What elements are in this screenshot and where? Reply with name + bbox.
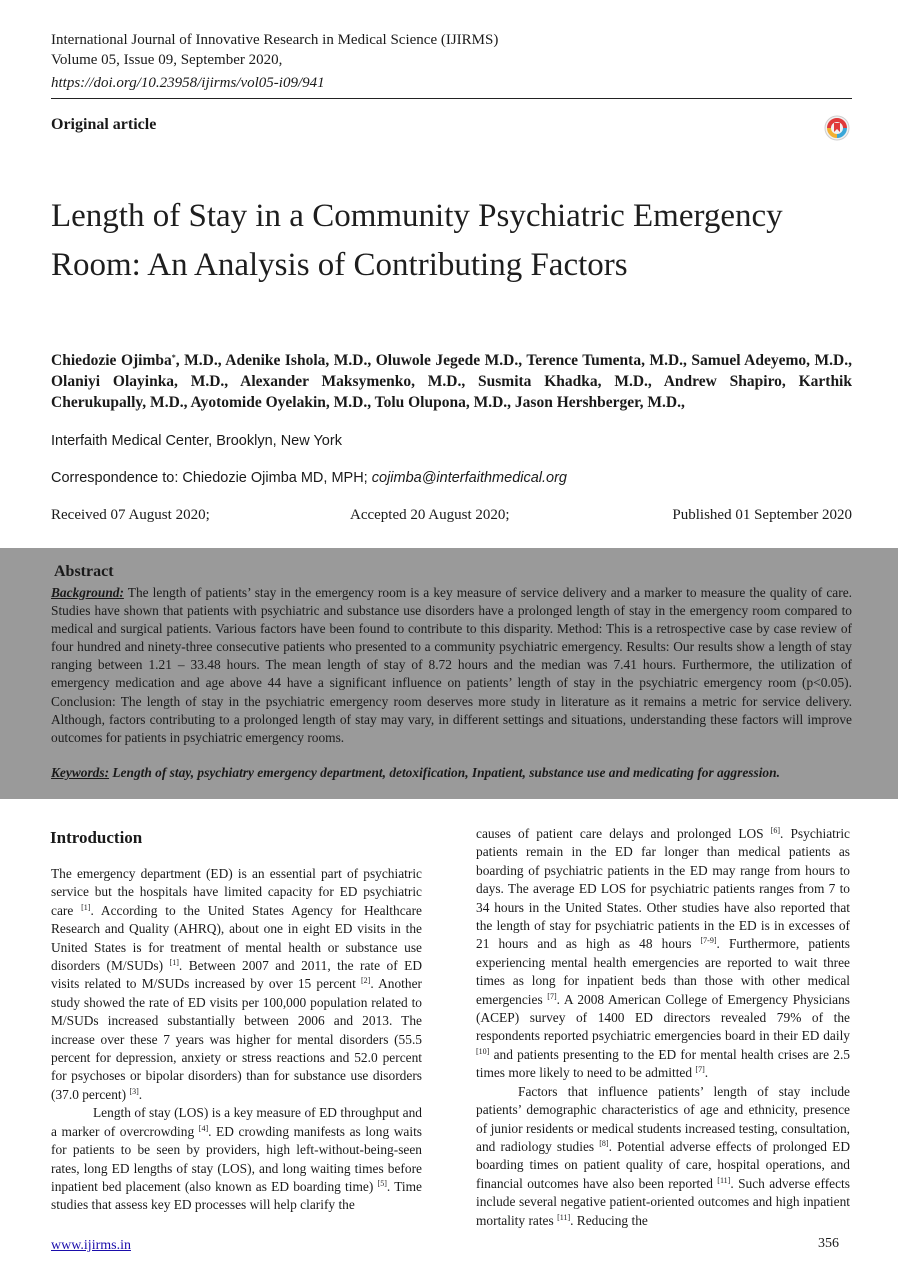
text-span: . Potential adverse effects of prolonged ED boarding times on patient quality of care, hospital operations, and financial outcomes have also been reported <box>476 1138 850 1191</box>
keywords <box>51 764 852 782</box>
citation[interactable]: [1] <box>169 958 179 968</box>
citation[interactable]: [8] <box>599 1138 609 1148</box>
correspondence-label: Correspondence to: Chiedozie Ojimba MD, MPH; <box>51 470 372 486</box>
citation[interactable]: [3] <box>129 1086 139 1096</box>
abstract-text <box>51 584 852 747</box>
text-span: Factors that influence patients’ length of stay include patients’ demographic characteristics of age and ethnicity, presence of junior residents or medical students increased testing, consultation, and radiology studies <box>476 1083 850 1154</box>
text-span: . <box>704 1065 709 1081</box>
first-author: Chiedozie Ojimba <box>51 352 172 369</box>
introduction-heading: Introduction <box>50 828 143 847</box>
crossmark-icon[interactable] <box>824 115 850 141</box>
citation[interactable]: [5] <box>377 1178 387 1188</box>
citation[interactable]: [11] <box>717 1175 731 1185</box>
corresponding-mark: * <box>171 353 176 362</box>
text-span: . Psychiatric patients remain in the ED far longer than medical patients as boarding of psychiatric patients in the ED may range from hours to days. The average ED LOS for psychiatric patients ranges from 7 to 34 hours in the United States. Other studies have also reported that the length of stay for psychiatric patients in the ED is in excesses of 21 hours and as high as 48 hours <box>476 826 850 952</box>
citation[interactable]: [7] <box>695 1065 705 1075</box>
text-span: Length of stay (LOS) is a key measure of ED throughput and a marker of overcrowding <box>51 1105 422 1139</box>
abstract-heading: Abstract <box>54 563 114 580</box>
citation[interactable]: [7] <box>547 991 557 1001</box>
right-column <box>476 825 850 1230</box>
author-list <box>51 350 852 413</box>
text-span: . A 2008 American College of Emergency Physicians (ACEP) survey of 1400 ED directors revealed 79% of the respondents reported psychiatric emergencies board in their ED daily <box>476 991 850 1044</box>
article-title: Length of Stay in a Community Psychiatric Emergency Room: An Analysis of Contributing Factors <box>51 198 783 283</box>
background-label: Background: <box>51 585 124 600</box>
text-span: . Reducing the <box>570 1212 648 1228</box>
text-span: . Another study showed the rate of ED visits per 100,000 population related to M/SUDs increased substantially between 2006 and 2013. The increase over these 7 years was higher for mental disorders (55.5 percent for depression, anxiety or stress reactions and 52.0 percent for psychoses or bipolar disorders) than for substance use disorders (37.0 percent) <box>51 976 422 1102</box>
article-type: Original article <box>51 116 157 133</box>
citation[interactable]: [10] <box>476 1046 490 1056</box>
text-span: The emergency department (ED) is an essential part of psychiatric service but the hospitals have limited capacity for ED psychiatric care <box>51 866 422 918</box>
keywords-label: Keywords: <box>51 765 110 780</box>
correspondence <box>51 470 567 486</box>
citation[interactable]: [2] <box>360 976 371 986</box>
journal-name: International Journal of Innovative Research in Medical Science (IJIRMS) <box>51 32 499 48</box>
journal-volume: Volume 05, Issue 09, September 2020, <box>51 52 283 68</box>
accepted-date: Accepted 20 August 2020; <box>350 507 510 523</box>
intro-paragraph-1 <box>51 865 422 1104</box>
page-number: 356 <box>818 1236 839 1251</box>
text-span: . Furthermore, patients experiencing mental health emergencies are reported to wait three times as long for inpatient beds than those with other medical emergencies <box>476 936 850 1007</box>
correspondence-email[interactable]: cojimba@interfaithmedical.org <box>371 470 567 486</box>
citation[interactable]: [11] <box>557 1212 571 1222</box>
intro-paragraph-2 <box>51 1104 422 1214</box>
header-rule <box>51 98 852 99</box>
text-span: . Time studies that assess key ED processes will help clarify the <box>51 1178 422 1213</box>
abstract-body: The length of patients’ stay in the emergency room is a key measure of service delivery and a marker to measure the quality of care. Studies have shown that patients with psychiatric and substance use disorders have a prolonged length of stay in the emergency room compared to medical and surgical patients. Various factors have been found to contribute to this disparity. Method: This is a retrospective case by case review of four hundred and ninety-three consecutive patients who presented to a community psychiatric emergency. Results: Our results show a length of stay ranging between 1.21 – 33.48 hours. The mean length of stay of 8.72 hours and the median was 7.41 hours. Furthermore, the utilization of emergency medication and age above 44 have a significant influence on patients’ length of stay in the psychiatric emergency room (p<0.05). Conclusion: The length of stay in the psychiatric emergency room deserves more study in literature as it remains a metric for service delivery. Although, factors contributing to a prolonged length of stay may vary, in different settings and situations, understanding these factors will improve outcomes for patients in psychiatric emergency rooms. <box>51 585 852 745</box>
other-authors: , M.D., Adenike Ishola, M.D., Oluwole Jegede M.D., Terence Tumenta, M.D., Samuel Adeyemo, M.D., Olaniyi Olayinka, M.D., Alexander Maksymenko, M.D., Susmita Khadka, M.D., Andrew Shapiro, Karthik Cherukupally, M.D., Ayotomide Oyelakin, M.D., Tolu Olupona, M.D., Jason Hershberger, M.D., <box>51 352 852 411</box>
citation[interactable]: [6] <box>770 826 781 835</box>
text-span: . Such adverse effects include several negative patient-oriented outcomes and high inpatient mortality rates <box>476 1175 850 1228</box>
keywords-list: Length of stay, psychiatry emergency department, detoxification, Inpatient, substance use and medicating for aggression. <box>109 765 780 780</box>
text-span: causes of patient care delays and prolonged LOS <box>476 826 771 841</box>
citation[interactable]: [4] <box>198 1123 209 1133</box>
left-column <box>51 865 422 1215</box>
affiliation: Interfaith Medical Center, Brooklyn, New York <box>51 433 342 449</box>
footer-website-link[interactable]: www.ijirms.in <box>51 1238 131 1253</box>
intro-paragraph-3 <box>476 825 850 1083</box>
text-span: . ED crowding manifests as long waits for patients to be seen by providers, high left-without-being-seen rates, long ED lengths of stay (LOS), and long waiting times before inpatient bed placement (also known as ED boarding time) <box>51 1123 423 1194</box>
doi-link[interactable]: https://doi.org/10.23958/ijirms/vol05-i09/941 <box>51 75 325 91</box>
citation[interactable]: [7-9] <box>700 936 717 946</box>
intro-paragraph-4 <box>476 1083 850 1230</box>
published-date: Published 01 September 2020 <box>672 507 852 523</box>
text-span: and patients presenting to the ED for mental health crises are 2.5 times more likely to need to be admitted <box>476 1046 850 1081</box>
text-span: . Between 2007 and 2011, the rate of ED visits related to M/SUDs increased by over 15 percent <box>51 958 422 992</box>
text-span: . According to the United States Agency for Healthcare Research and Quality (AHRQ), about one in eight ED visits in the United States is for treatment of mental health or substance use disorders (M/SUDs) <box>51 902 422 974</box>
text-span: . <box>138 1086 143 1102</box>
received-date: Received 07 August 2020; <box>51 507 210 523</box>
citation[interactable]: [1] <box>81 902 91 912</box>
